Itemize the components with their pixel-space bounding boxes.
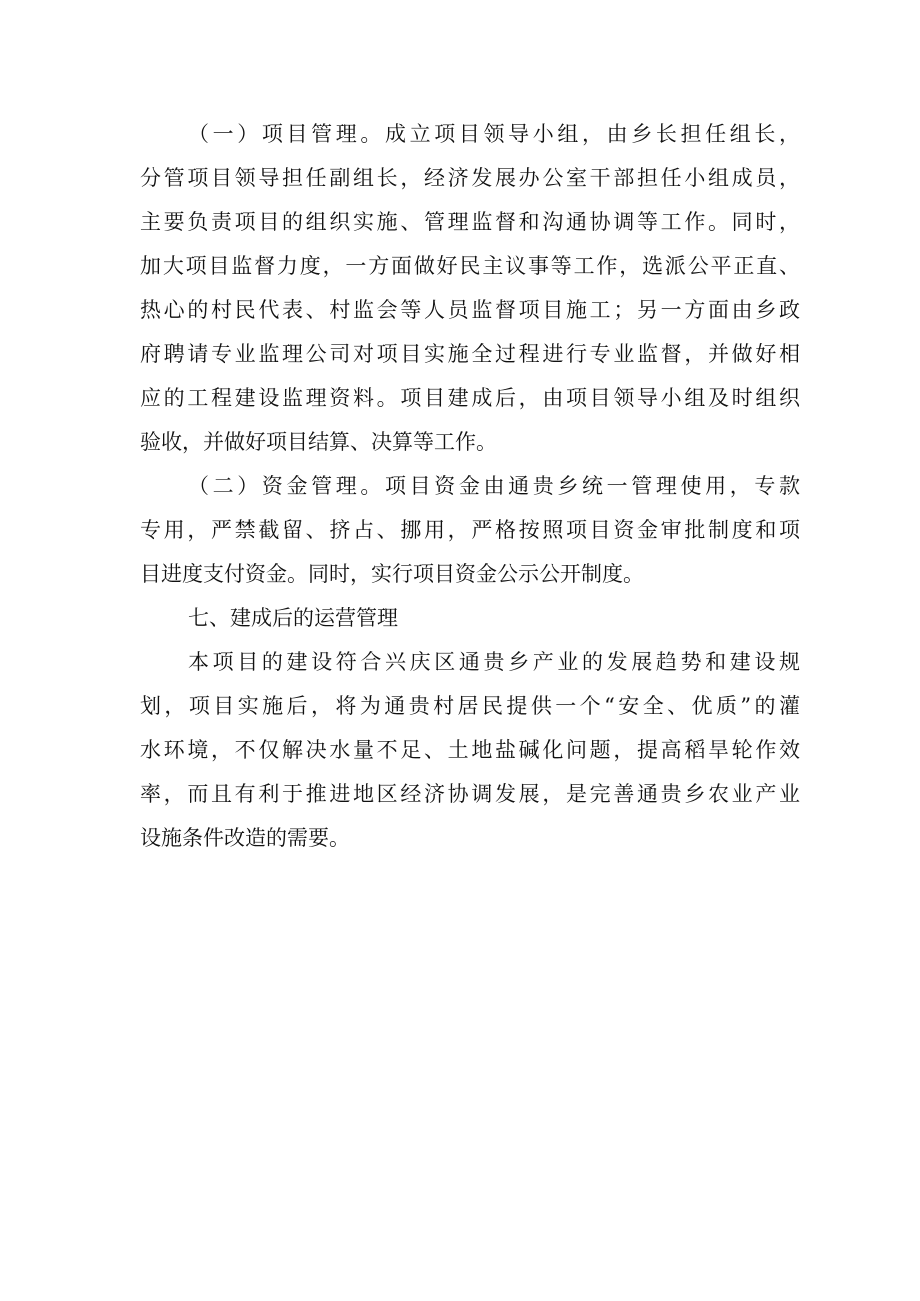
section-heading: 七、建成后的运营管理 (188, 606, 398, 630)
text-line: 目进度支付资金。同时，实行项目资金公示公开制度。 (140, 562, 644, 586)
text-line: 主要负责项目的组织实施、管理监督和沟通协调等工作。同时， (140, 210, 800, 234)
text-line: 水环境，不仅解决水量不足、土地盐碱化问题，提高稻旱轮作效 (140, 738, 800, 762)
text-line: （二）资金管理。项目资金由通贵乡统一管理使用，专款 (188, 474, 800, 498)
text-line: 验收，并做好项目结算、决算等工作。 (140, 430, 497, 454)
text-line: 应的工程建设监理资料。项目建成后，由项目领导小组及时组织 (140, 386, 800, 410)
text-line: 设施条件改造的需要。 (140, 826, 350, 850)
text-line: 加大项目监督力度，一方面做好民主议事等工作，选派公平正直、 (140, 254, 800, 278)
text-line: 率，而且有利于推进地区经济协调发展，是完善通贵乡农业产业 (140, 782, 800, 806)
text-line: 划，项目实施后，将为通贵村居民提供一个“安全、优质”的灌 (140, 694, 800, 718)
text-line: 热心的村民代表、村监会等人员监督项目施工；另一方面由乡政 (140, 298, 800, 322)
text-line: 分管项目领导担任副组长，经济发展办公室干部担任小组成员， (140, 166, 800, 190)
text-line: 专用，严禁截留、挤占、挪用，严格按照项目资金审批制度和项 (140, 518, 800, 542)
text-line: 本项目的建设符合兴庆区通贵乡产业的发展趋势和建设规 (188, 650, 800, 674)
text-line: 府聘请专业监理公司对项目实施全过程进行专业监督，并做好相 (140, 342, 800, 366)
text-line: （一）项目管理。成立项目领导小组，由乡长担任组长， (188, 122, 800, 146)
